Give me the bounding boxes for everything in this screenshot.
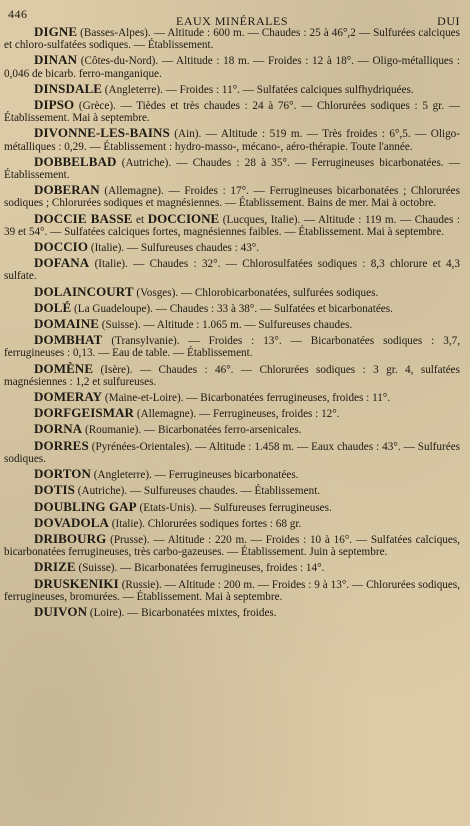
entry-name: DIGNE <box>34 24 78 39</box>
entry-duivon <box>4 603 460 619</box>
entry-dribourg <box>4 530 461 559</box>
entry-name: DORRES <box>34 437 89 453</box>
entry-name: DOVADOLA <box>34 514 109 530</box>
page-number: 446 <box>8 7 28 21</box>
entry-dorton <box>4 468 460 481</box>
entry-name: DOMBHAT <box>34 332 103 348</box>
entry-description: (Lucques, Italie). — Altitude : 119 m. — Chaudes : 39 et 54°. — Sulfatées calciques fortes, magnésiennes faibles. — Établissement. Mai à septembre. <box>4 213 461 238</box>
entry-name: DORNA <box>34 421 83 437</box>
entry-description: (Angleterre). — Ferrugineuses bicarbonatées. <box>93 469 299 482</box>
entry-description: (Prusse). — Altitude : 220 m. — Froides : 10 à 16°. — Sulfatées calciques, bicarbonatées ferrugineuses, très carbo-gazeuses. — Établissement. Juin à septembre. <box>4 533 461 559</box>
entry-description: (Italie). — Chaudes : 32°. — Chlorosulfatées sodiques : 8,3 chlorure et 4,3 sulfate. <box>4 258 460 283</box>
entry-dofana <box>4 257 460 282</box>
entry-doubling-gap <box>4 498 460 514</box>
running-head: DUI <box>437 14 460 28</box>
entry-name: DUIVON <box>34 603 88 619</box>
entry-description: (Ain). — Altitude : 519 m. — Très froides : 6°,5. — Oligo-métalliques : 0,29. — Établissement : hydro-masso-, mécano-, aéro-thérapie. Toute l'année. <box>4 128 460 153</box>
entry-description: (Suisse). — Altitude : 1.065 m. — Sulfureuses chaudes. <box>101 319 353 332</box>
entry-description: (La Guadeloupe). — Chaudes : 33 à 38°. — Sulfatées et bicarbonatées. <box>74 302 393 315</box>
entry-dol- <box>4 299 460 315</box>
entry-dinsdale <box>4 80 460 96</box>
entry-name: DOLAINCOURT <box>34 283 134 299</box>
entry-description: (Côtes-du-Nord). — Altitude : 18 m. — Froides : 12 à 18°. — Oligo-métalliques : 0,046 de bicarb. ferro-manganique. <box>4 55 460 80</box>
entry-name: DINSDALE <box>34 80 102 96</box>
entry-description: (Italie). Chlorurées sodiques fortes : 68 gr. <box>111 517 302 530</box>
entry-description: (Etats-Unis). — Sulfureuses ferrugineuses. <box>139 501 332 514</box>
entry-description: (Russie). — Altitude : 200 m. — Froides : 9 à 13°. — Chlorurées sodiques, ferrugineuses, bromurées. — Établissement. Mai à septembre. <box>4 578 461 603</box>
entry-description: (Allemagne). — Froides : 17°. — Ferrugineuses bicarbonatées ; Chlorurées sodiques ; Chlorurées sodiques et magnésiennes. — Établissement. Bains de mer. Mai à octobre. <box>4 185 460 210</box>
entry-name: DOLÉ <box>34 299 72 315</box>
entry-name: DOUBLING GAP <box>34 498 137 514</box>
entry-drize <box>4 561 460 574</box>
entry-domeray <box>4 391 460 404</box>
entry-description: (Suisse). — Bicarbonatées ferrugineuses, froides : 14°. <box>78 562 325 575</box>
entry-dom-ne <box>4 360 460 388</box>
entry-list <box>4 26 460 619</box>
entry-dorres <box>4 437 461 465</box>
page-header <box>4 4 460 26</box>
entry-name: DRIZE <box>34 559 76 575</box>
entry-doberan <box>4 184 460 209</box>
entry-description: (Transylvanie). — Froides : 13°. — Bicarbonatées sodiques : 3,7, ferrugineuses : 0,13. — Eau de table. — Établissement. <box>4 335 461 360</box>
entry-dotis <box>4 484 460 497</box>
entry-name: DOMERAY <box>34 389 103 405</box>
entry-description: (Allemagne). — Ferrugineuses, froides : 12°. <box>136 408 340 421</box>
entry-druskeniki <box>4 575 461 603</box>
entry-description: (Roumanie). — Bicarbonatées ferro-arsenicales. <box>84 424 302 437</box>
entry-dobbelbad <box>4 153 460 182</box>
entry-dorna <box>4 423 460 436</box>
entry-name: DRIBOURG <box>34 530 107 546</box>
page-title: EAUX MINÉRALES <box>176 14 288 28</box>
entry-name: DOFANA <box>34 255 90 271</box>
entry-name: DOMÈNE <box>34 360 94 376</box>
entry-name: DINAN <box>34 52 78 68</box>
entry-name: DOCCIO <box>34 239 89 255</box>
entry-name: DOTIS <box>34 482 75 498</box>
entry-name: DRUSKENIKI <box>34 575 119 591</box>
entry-name: DOBERAN <box>34 182 100 198</box>
entry-name: DORFGEISMAR <box>34 405 135 421</box>
entry-doccio <box>4 241 460 254</box>
entry-description: (Loire). — Bicarbonatées mixtes, froides. <box>89 606 277 619</box>
entry-description: (Maine-et-Loire). — Bicarbonatées ferrugineuses, froides : 11°. <box>104 392 391 405</box>
entry-name: DORTON <box>34 466 91 482</box>
entry-name-secondary: DOCCIONE <box>147 210 220 226</box>
entry-digne <box>4 26 460 51</box>
entry-connector: et <box>132 213 148 226</box>
entry-description: (Pyrénées-Orientales). — Altitude : 1.458 m. — Eaux chaudes : 43°. — Sulfurées sodiques. <box>4 440 461 465</box>
entry-dorfgeismar <box>4 407 460 420</box>
entry-name: DIVONNE-LES-BAINS <box>34 125 170 141</box>
entry-description: (Italie). — Sulfureuses chaudes : 43°. <box>90 242 260 255</box>
entry-description: (Autriche). — Sulfureuses chaudes. — Établissement. <box>77 485 321 498</box>
entry-description: (Angleterre). — Froides : 11°. — Sulfatées calciques sulfhydriquées. <box>104 83 414 96</box>
entry-dovadola <box>4 514 460 530</box>
entry-divonne-les-bains <box>4 127 460 152</box>
entry-description: (Basses-Alpes). — Altitude : 600 m. — Chaudes : 25 à 46°,2 — Sulfurées calciques et chloro-sulfatées sodiques. — Établissement. <box>4 27 460 52</box>
entry-dombhat <box>4 334 460 359</box>
entry-dinan <box>4 54 460 79</box>
entry-doccie-basse <box>4 210 461 238</box>
entry-description: (Isère). — Chaudes : 46°. — Chlorurées sodiques : 3 gr. 4, sulfatées magnésiennes : 1,2 et sulfureuses. <box>4 363 460 388</box>
entry-dipso <box>4 99 460 124</box>
entry-name: DOCCIE BASSE <box>34 210 133 226</box>
entry-domaine <box>4 318 460 331</box>
entry-name: DIPSO <box>34 97 75 113</box>
entry-description: (Vosges). — Chlorobicarbonatées, sulfurées sodiques. <box>136 286 379 299</box>
entry-description: (Autriche). — Chaudes : 28 à 35°. — Ferrugineuses bicarbonatées. — Établissement. <box>4 156 460 182</box>
entry-dolaincourt <box>4 283 460 299</box>
entry-name: DOBBELBAD <box>34 153 117 169</box>
entry-name: DOMAINE <box>34 316 99 332</box>
entry-description: (Grèce). — Tièdes et très chaudes : 24 à 76°. — Chlorurées sodiques : 5 gr. — Établissement. Mai à septembre. <box>4 100 460 125</box>
